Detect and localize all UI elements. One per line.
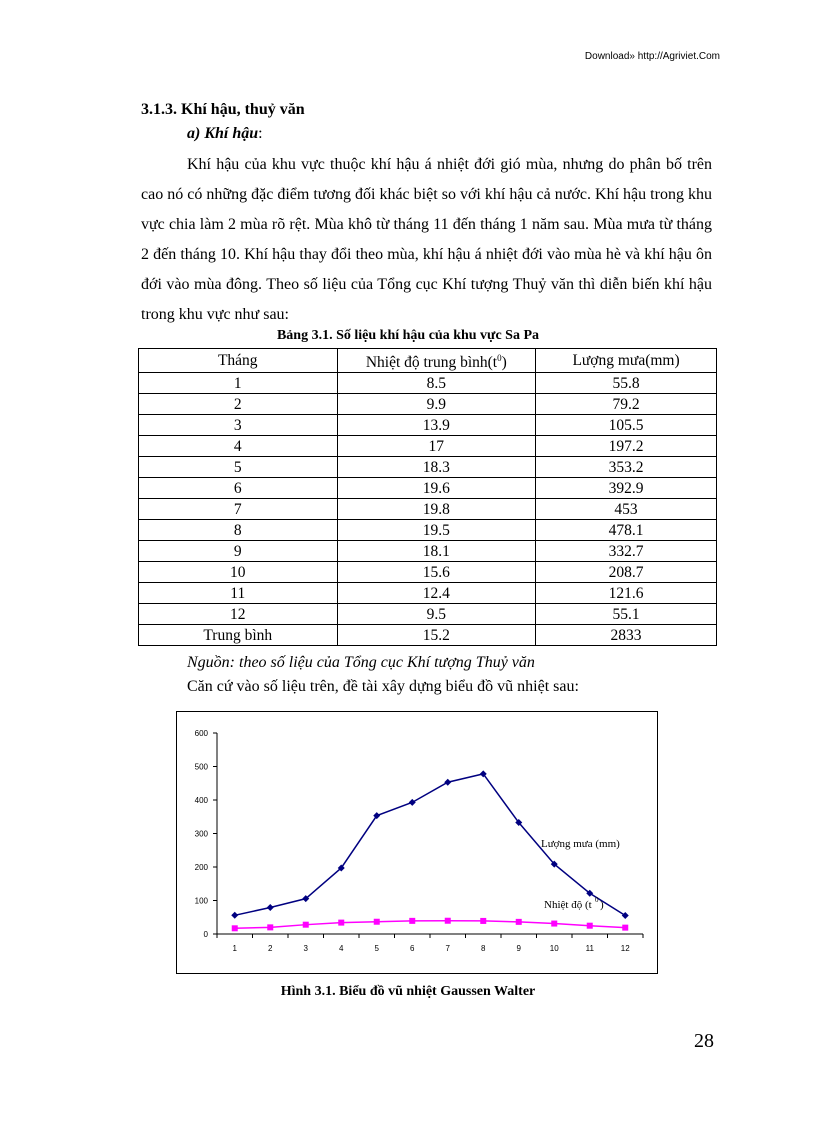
- y-tick-label: 300: [194, 829, 208, 839]
- subsection-heading: [187, 125, 263, 143]
- table-row: [139, 478, 717, 499]
- temperature-point: [232, 925, 238, 931]
- table-row: [139, 394, 717, 415]
- cell-temperature: 19.8: [337, 499, 536, 520]
- download-link[interactable]: Download» http://Agriviet.Com: [584, 51, 720, 62]
- cell-month: 1: [139, 373, 338, 394]
- cell-rainfall: 392.9: [536, 478, 717, 499]
- table-row: [139, 520, 717, 541]
- source-note: Nguồn: theo số liệu của Tổng cục Khí tượng Thuỷ văn: [187, 654, 535, 671]
- cell-month: 9: [139, 541, 338, 562]
- y-tick-label: 200: [194, 863, 208, 872]
- temperature-point: [516, 919, 522, 925]
- rainfall-point: [267, 904, 274, 911]
- cell-temperature: 18.1: [337, 541, 536, 562]
- header-temperature-close: ): [501, 354, 507, 372]
- cell-rainfall: 55.1: [536, 604, 717, 625]
- cell-month: 6: [139, 478, 338, 499]
- temperature-point: [267, 924, 273, 930]
- temperature-point: [374, 919, 380, 925]
- cell-month: 2: [139, 394, 338, 415]
- cell-month: 11: [139, 583, 338, 604]
- cell-rainfall: 2833: [536, 625, 717, 646]
- body-paragraph: Khí hậu của khu vực thuộc khí hậu á nhiệt đới gió mùa, nhưng do phân bố trên cao nó có những đặc điểm tương đối khác biệt so với khí hậu cả nước. Khí hậu trong khu vực chia làm 2 mùa rõ rệt. Mùa khô từ tháng 11 đến tháng 1 năm sau. Mùa mưa từ tháng 2 đến tháng 10. Khí hậu thay đổi theo mùa, khí hậu á nhiệt đới vào mùa hè và khí hậu ôn đới vào mùa đông. Theo số liệu của Tổng cục Khí tượng Thuỷ văn thì diễn biến khí hậu trong khu vực như sau:: [141, 156, 712, 323]
- figure-caption: Hình 3.1. Biểu đồ vũ nhiệt Gaussen Walter: [280, 984, 536, 999]
- cell-temperature: 12.4: [337, 583, 536, 604]
- temperature-point: [409, 918, 415, 924]
- rainfall-annotation: Lượng mưa (mm): [541, 838, 620, 850]
- x-tick-label: 4: [339, 944, 344, 953]
- table-row: [139, 583, 717, 604]
- y-tick-label: 0: [203, 930, 208, 939]
- cell-month: 12: [139, 604, 338, 625]
- header-temperature-label: Nhiệt độ trung bình(t: [365, 354, 498, 372]
- section-title: 3.1.3. Khí hậu, thuỷ văn: [141, 101, 305, 118]
- subsection-title: a) Khí hậu: [187, 125, 259, 142]
- cell-temperature: 19.5: [337, 520, 536, 541]
- cell-rainfall: 105.5: [536, 415, 717, 436]
- x-tick-label: 2: [268, 944, 273, 953]
- temperature-point: [303, 922, 309, 928]
- cell-temperature: 18.3: [337, 457, 536, 478]
- table-row: [139, 625, 717, 646]
- rainfall-point: [622, 912, 629, 919]
- table-row: [139, 604, 717, 625]
- x-tick-label: 5: [374, 944, 379, 953]
- header-temperature: [337, 349, 536, 373]
- cell-rainfall: 55.8: [536, 373, 717, 394]
- cell-temperature: 15.6: [337, 562, 536, 583]
- page-number: 28: [694, 1030, 714, 1052]
- temperature-line: [235, 921, 626, 929]
- x-tick-label: 10: [549, 944, 559, 953]
- y-tick-label: 400: [194, 796, 208, 805]
- y-tick-label: 600: [194, 729, 208, 738]
- header-rainfall: Lượng mưa(mm): [536, 349, 717, 373]
- cell-rainfall: 79.2: [536, 394, 717, 415]
- cell-month: Trung bình: [139, 625, 338, 646]
- table-row: [139, 541, 717, 562]
- cell-temperature: 8.5: [337, 373, 536, 394]
- cell-month: 4: [139, 436, 338, 457]
- temperature-point: [587, 923, 593, 929]
- cell-temperature: 19.6: [337, 478, 536, 499]
- cell-rainfall: 478.1: [536, 520, 717, 541]
- x-tick-label: 12: [620, 944, 630, 953]
- temperature-annotation: Nhiệt độ (t: [544, 899, 592, 911]
- x-tick-label: 3: [303, 944, 308, 953]
- temperature-point: [445, 918, 451, 924]
- x-tick-label: 9: [516, 944, 521, 953]
- temperature-annotation-close: ): [600, 899, 604, 911]
- climate-table: [138, 348, 717, 646]
- x-tick-label: 7: [445, 944, 450, 953]
- rainfall-point: [409, 799, 416, 806]
- x-tick-label: 6: [410, 944, 415, 953]
- cell-rainfall: 208.7: [536, 562, 717, 583]
- chart-intro: Căn cứ vào số liệu trên, đề tài xây dựng biểu đồ vũ nhiệt sau:: [187, 678, 579, 695]
- cell-rainfall: 332.7: [536, 541, 717, 562]
- temperature-point: [622, 925, 628, 931]
- cell-rainfall: 197.2: [536, 436, 717, 457]
- x-tick-label: 1: [232, 944, 237, 953]
- table-caption: Bảng 3.1. Số liệu khí hậu của khu vực Sa Pa: [276, 328, 540, 343]
- rainfall-point: [231, 912, 238, 919]
- cell-month: 8: [139, 520, 338, 541]
- temperature-point: [480, 918, 486, 924]
- cell-month: 10: [139, 562, 338, 583]
- temperature-annotation-sup: 0: [595, 896, 599, 904]
- header-temperature-sup: 0: [497, 353, 502, 363]
- table-header-row: [139, 349, 717, 373]
- table-row: [139, 436, 717, 457]
- table-row: [139, 499, 717, 520]
- x-tick-label: 11: [585, 944, 594, 953]
- cell-temperature: 9.9: [337, 394, 536, 415]
- header-month: Tháng: [139, 349, 338, 373]
- gaussen-walter-chart: [177, 712, 657, 973]
- cell-rainfall: 353.2: [536, 457, 717, 478]
- cell-month: 7: [139, 499, 338, 520]
- table-row: [139, 415, 717, 436]
- cell-temperature: 15.2: [337, 625, 536, 646]
- table-row: [139, 373, 717, 394]
- y-tick-label: 500: [194, 762, 208, 772]
- subsection-colon: :: [258, 125, 263, 142]
- table-row: [139, 457, 717, 478]
- cell-temperature: 9.5: [337, 604, 536, 625]
- cell-month: 5: [139, 457, 338, 478]
- x-tick-label: 8: [481, 944, 486, 953]
- chart-frame: [176, 711, 658, 974]
- temperature-point: [551, 921, 557, 927]
- cell-rainfall: 121.6: [536, 583, 717, 604]
- temperature-point: [338, 920, 344, 926]
- table-row: [139, 562, 717, 583]
- cell-temperature: 13.9: [337, 415, 536, 436]
- y-tick-label: 100: [194, 896, 208, 906]
- cell-month: 3: [139, 415, 338, 436]
- cell-rainfall: 453: [536, 499, 717, 520]
- cell-temperature: 17: [337, 436, 536, 457]
- rainfall-point: [444, 779, 451, 786]
